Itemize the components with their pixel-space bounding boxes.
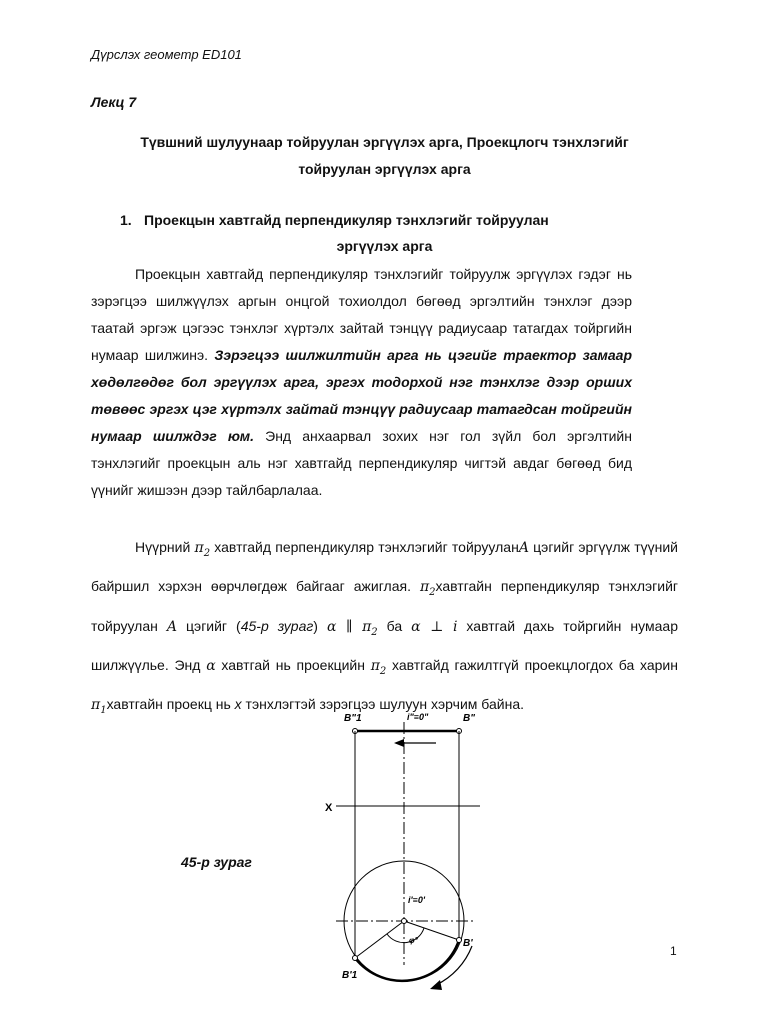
p2-text: хавтгайн перпендикуляр тэнхлэгийг тойруулан xyxy=(91,578,679,634)
section-heading-line2: эргүүлэх арга xyxy=(336,238,433,254)
pi-symbol: $\pi_1$ xyxy=(91,697,107,716)
section-heading xyxy=(120,212,549,228)
p2-text: ба xyxy=(377,617,412,634)
pi-symbol: $\pi_2$ xyxy=(370,657,387,677)
point-a-symbol: A xyxy=(518,540,529,556)
label-b1-prime: B'1 xyxy=(342,970,358,981)
p2-text: Нүүрний xyxy=(135,539,195,555)
p2-text: хавтгай нь проекцийн xyxy=(215,656,371,673)
label-angle: φ° xyxy=(409,936,418,945)
section-heading-line1: Проекцын хавтгайд перпендикуляр тэнхлэгийг тойруулан xyxy=(144,212,549,228)
lecture-title-line1: Түвшний шулуунаар тойруулан эргүүлэх арга, Проекцлогч тэнхлэгийг xyxy=(140,134,629,150)
point-a-symbol: A xyxy=(166,618,178,635)
alpha-symbol: α xyxy=(326,618,337,635)
center-point xyxy=(402,919,407,924)
section-number: 1. xyxy=(120,212,132,228)
p2-text: ) xyxy=(313,617,327,634)
axis-i-symbol: i xyxy=(452,618,458,635)
rotation-diagram xyxy=(300,700,520,1005)
lecture-number: Лекц 7 xyxy=(91,94,137,110)
paragraph-1-emphasis: Зэрэгцээ шилжилтийн арга нь цэгийг траектор замаар хөдөлгөдөг бол эргүүлэх арга, эргэх тодорхой нэг тэнхлэг дээр орших төвөөс эргэх цэг хүртэлх зайтай тэнцүү радиусаар татагдсан тойргийн нумаар шилждэг юм. xyxy=(91,347,632,444)
pi-symbol: $\pi_2$ xyxy=(362,618,378,638)
pi-symbol: $\pi_2$ xyxy=(419,579,436,599)
p2-text: хавтгай дахь тойргийн нумаар шилжүүлье. Энд xyxy=(91,617,678,673)
p2-text: цэгийг ( xyxy=(177,617,241,634)
figure-caption: 45-р зураг xyxy=(181,854,252,870)
p2-text: хавтгайн проекц нь xyxy=(106,696,235,713)
point-b-horizontal xyxy=(457,938,462,943)
label-x-axis: X xyxy=(325,802,333,814)
paragraph-2 xyxy=(91,531,678,727)
pi-symbol: $\pi_2$ xyxy=(194,540,211,559)
parallel-symbol: ∥ xyxy=(336,618,363,635)
alpha-symbol: α xyxy=(206,657,216,674)
p2-text: хавтгайд гажилтгүй проекцлогдох ба харин xyxy=(386,656,678,673)
label-b-top: B" xyxy=(463,713,475,724)
label-b-prime: B' xyxy=(463,938,473,949)
paragraph-1 xyxy=(91,261,632,504)
lecture-title xyxy=(91,129,678,183)
point-b1-horizontal xyxy=(353,956,358,961)
label-center: i'≡0' xyxy=(408,895,426,905)
axis-x-symbol: x xyxy=(234,696,242,713)
p2-text: тэнхлэгтэй зэрэгцээ шулуун хэрчим байна. xyxy=(241,696,525,713)
radius-to-b1 xyxy=(355,921,404,958)
direction-arrowhead xyxy=(394,739,404,747)
lecture-title-line2: тойруулан эргүүлэх арга xyxy=(298,161,471,177)
outer-rotation-arrowhead xyxy=(430,980,442,990)
paragraph-1-text-b: Энд анхаарвал зохих нэг гол зүйл бол эргэлтийн тэнхлэгийг проекцын аль нэг хавтгайд перпендикуляр чигтэй авдаг бөгөөд бид үүнийг жишээн дээр тайлбарлалаа. xyxy=(91,428,632,498)
paragraph-1-text-a: Проекцын хавтгайд перпендикуляр тэнхлэгийг тойруулж эргүүлэх гэдэг нь зэрэгцээ шилжүүлэх аргын онцгой тохиолдол бөгөөд эргэлтийн тэнхлэг дээр таатай эргэж цэгээс тэнхлэг хүртэлх зайтай тэнцүү радиусаар татагдах тойргийн нумаар шилжинэ. xyxy=(91,266,632,363)
p2-text: цэгийг эргүүлж түүний байршил хэрхэн өөрчлөгдөж байгааг ажиглая. xyxy=(91,539,678,595)
label-axis-top: i"≡0" xyxy=(407,712,429,722)
course-header: Дүрслэх геометр ED101 xyxy=(91,47,242,62)
label-b1-top: B"1 xyxy=(344,713,362,724)
figure-reference: 45-р зураг xyxy=(240,617,314,634)
alpha-symbol: α xyxy=(411,618,421,635)
page-number: 1 xyxy=(670,944,677,958)
p2-text: хавтгайд перпендикуляр тэнхлэгийг тойруулан xyxy=(210,539,519,555)
perpendicular-symbol: ⊥ xyxy=(420,618,453,635)
